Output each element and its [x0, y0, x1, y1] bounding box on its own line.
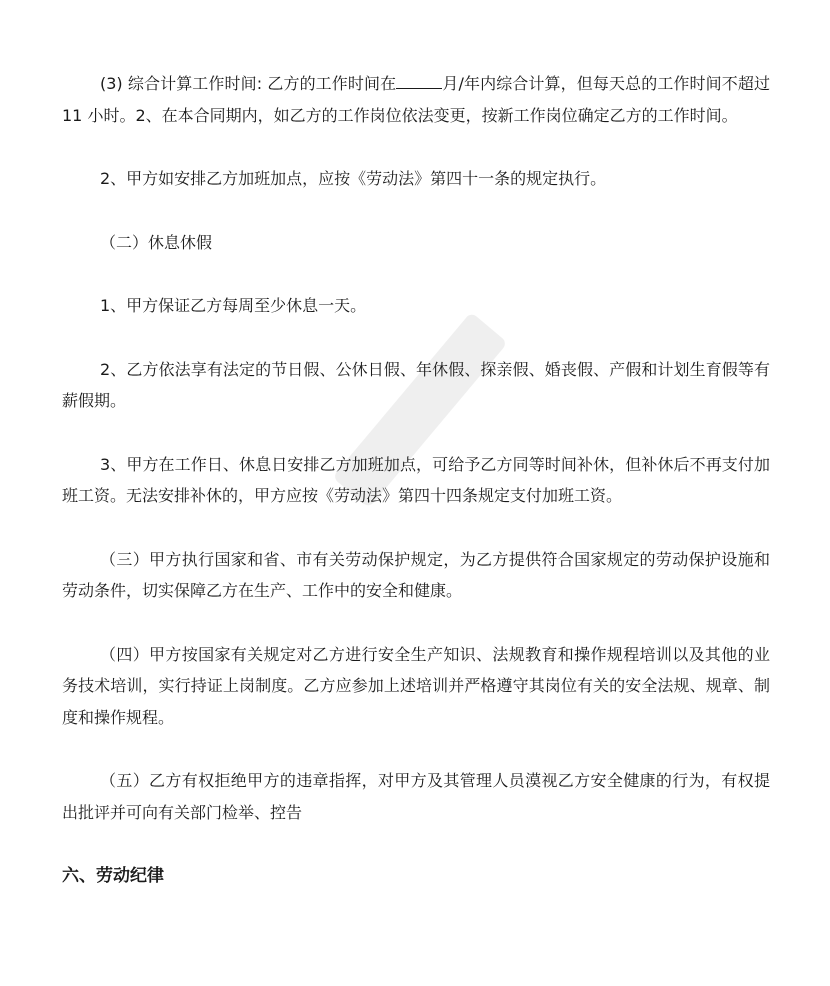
fill-blank	[396, 74, 442, 89]
text: (3) 综合计算工作时间: 乙方的工作时间在	[100, 74, 397, 93]
paragraph-weekly-rest: 1、甲方保证乙方每周至少休息一天。	[100, 296, 367, 315]
paragraph-overtime: 2、甲方如安排乙方加班加点，应按《劳动法》第四十一条的规定执行。	[100, 169, 607, 188]
paragraph-paid-leave: 2、乙方依法享有法定的节日假、公休日假、年休假、探亲假、婚丧假、产假和计划生育假等有薪假期。	[62, 359, 770, 410]
text: 月/年内综合计算，但每天总的工作时间不超过11 小时。2、在本合同期内，如乙方的工作岗位依法变更，按新工作岗位确定乙方的工作时间。	[62, 74, 770, 125]
document-page	[62, 68, 770, 892]
paragraph-safety-training: （四）甲方按国家有关规定对乙方进行安全生产知识、法规教育和操作规程培训以及其他的业务技术培训，实行持证上岗制度。乙方应参加上述培训并严格遵守其岗位有关的安全法规、规章、制度和操作规程。	[62, 644, 770, 727]
paragraph-comprehensive-hours	[62, 68, 770, 131]
section-heading-labor-discipline: 六、劳动纪律	[62, 866, 164, 886]
section-rest-leave: （二）休息休假	[100, 232, 213, 252]
paragraph-refuse-violations: （五）乙方有权拒绝甲方的违章指挥，对甲方及其管理人员漠视乙方安全健康的行为，有权提出批评并可向有关部门检举、控告	[62, 771, 770, 822]
paragraph-labor-protection: （三）甲方执行国家和省、市有关劳动保护规定，为乙方提供符合国家规定的劳动保护设施和劳动条件，切实保障乙方在生产、工作中的安全和健康。	[62, 549, 770, 600]
paragraph-compensatory-rest: 3、甲方在工作日、休息日安排乙方加班加点，可给予乙方同等时间补休，但补休后不再支付加班工资。无法安排补休的，甲方应按《劳动法》第四十四条规定支付加班工资。	[62, 454, 770, 505]
